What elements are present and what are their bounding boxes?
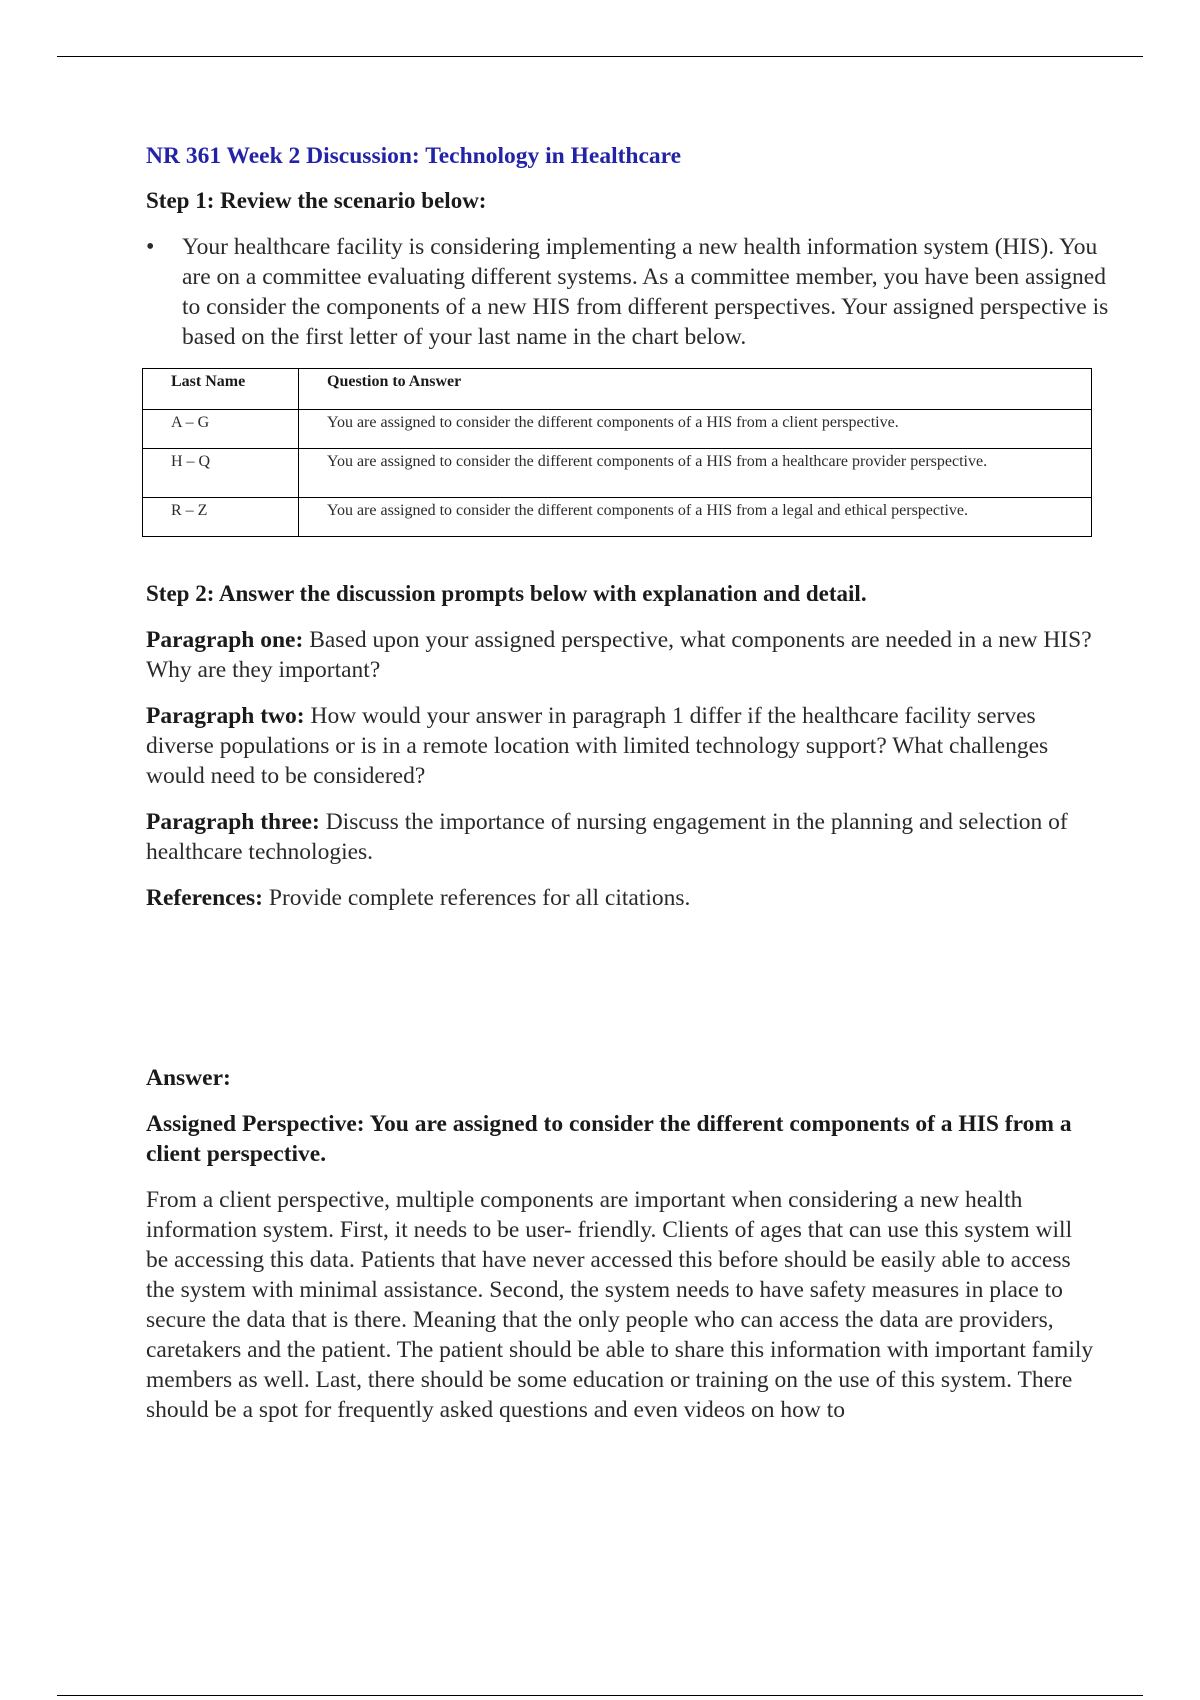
step-1-heading: Step 1: Review the scenario below:: [146, 188, 487, 213]
prompt-text: How would your answer in paragraph 1 differ if the healthcare facility serves diverse populations or is in a remote location with limited technology support? What challenges would need to be considered?: [146, 703, 1049, 789]
step-2-heading: Step 2: Answer the discussion prompts below with explanation and detail.: [146, 581, 867, 606]
footer-rule: [57, 1695, 1143, 1696]
assigned-perspective: Assigned Perspective: You are assigned to consider the different components of a HIS from a client perspective.: [146, 1111, 1072, 1167]
scenario-list: [146, 232, 1109, 352]
prompt-paragraph-one: [146, 625, 1096, 685]
prompt-text: Provide complete references for all citations.: [263, 885, 691, 911]
header-rule: [57, 56, 1143, 57]
table-cell-question: You are assigned to consider the different components of a HIS from a healthcare provider perspective.: [299, 449, 1092, 498]
prompt-text: Based upon your assigned perspective, what components are needed in a new HIS? Why are they important?: [146, 627, 1092, 683]
table-cell-question: You are assigned to consider the different components of a HIS from a client perspective.: [299, 410, 1092, 449]
table-cell-name: H – Q: [143, 449, 299, 498]
prompt-paragraph-three: [146, 807, 1096, 867]
prompt-label: Paragraph two:: [146, 703, 305, 729]
bullet-icon: •: [146, 234, 155, 260]
prompt-text: Discuss the importance of nursing engagement in the planning and selection of healthcare technologies.: [146, 809, 1068, 865]
table-header-row: [143, 369, 1092, 410]
table-row: [143, 498, 1092, 537]
prompt-label: Paragraph three:: [146, 809, 320, 835]
answer-body: From a client perspective, multiple components are important when considering a new health information system. First, it needs to be user- friendly. Clients of ages that can use this system will be accessing this data. Patients that have never accessed this before should be easily able to access the system with minimal assistance. Second, the system needs to have safety measures in place to secure the data that is there. Meaning that the only people who can access the data are providers, caretakers and the patient. The patient should be able to share this information with important family members as well. Last, there should be some education or training on the use of this system. There should be a spot for frequently asked questions and even videos on how to: [146, 1187, 1094, 1423]
table-row: [143, 449, 1092, 498]
prompt-references: [146, 883, 1096, 913]
document-body: [146, 140, 1109, 1425]
perspective-table: [142, 368, 1092, 537]
table-cell-name: R – Z: [143, 498, 299, 537]
prompt-label: Paragraph one:: [146, 627, 304, 653]
table-row: [143, 410, 1092, 449]
prompt-paragraph-two: [146, 701, 1096, 791]
scenario-bullet: [146, 232, 1116, 352]
answer-label: Answer:: [146, 1065, 231, 1091]
scenario-text: Your healthcare facility is considering implementing a new health information system (HIS). You are on a committee evaluating different systems. As a committee member, you have been assigned to consider the components of a new HIS from different perspectives. Your assigned perspective is based on the first letter of your last name in the chart below.: [182, 234, 1109, 350]
prompt-label: References:: [146, 885, 263, 911]
table-cell-name: A – G: [143, 410, 299, 449]
table-header-last-name: Last Name: [143, 369, 299, 410]
document-title: NR 361 Week 2 Discussion: Technology in Healthcare: [146, 143, 682, 169]
table-header-question: Question to Answer: [299, 369, 1092, 410]
table-cell-question: You are assigned to consider the different components of a HIS from a legal and ethical perspective.: [299, 498, 1092, 537]
